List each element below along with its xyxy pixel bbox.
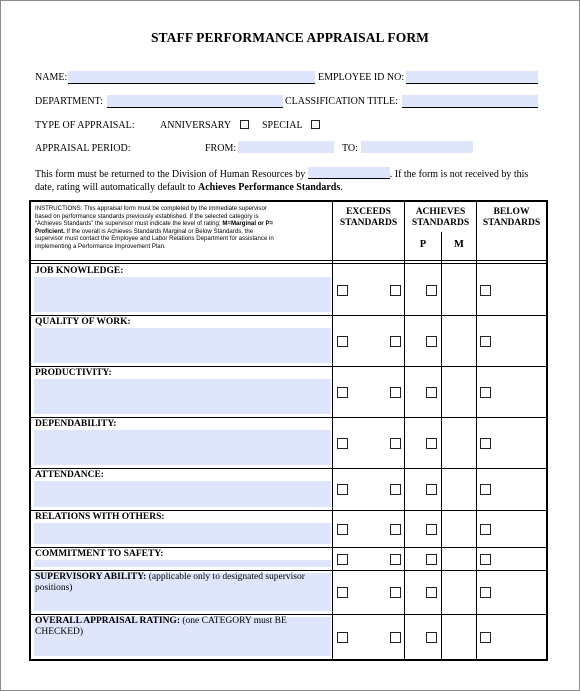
department-label: DEPARTMENT:: [35, 96, 103, 107]
instructions-text: “Achieves Standards” the supervisor must indicate the level of rating:: [35, 220, 221, 228]
exceeds-checkbox[interactable]: [337, 524, 348, 535]
achieves-m-checkbox[interactable]: [426, 438, 437, 449]
anniversary-label: ANNIVERSARY: [160, 120, 232, 131]
below-checkbox[interactable]: [480, 336, 491, 347]
row-comment-field[interactable]: [34, 328, 331, 363]
row-separator: [31, 468, 546, 469]
row-comment-field[interactable]: [34, 523, 331, 544]
anniversary-checkbox[interactable]: [240, 120, 249, 129]
department-field[interactable]: [107, 95, 283, 108]
achieves-p-checkbox[interactable]: [390, 438, 401, 449]
achieves-p-checkbox[interactable]: [390, 285, 401, 296]
employee-id-field[interactable]: [406, 71, 538, 84]
achieves-m-checkbox[interactable]: [426, 285, 437, 296]
notice-text-4: .: [340, 181, 343, 193]
return-notice: [35, 167, 535, 194]
achieves-p-checkbox[interactable]: [390, 587, 401, 598]
from-label: FROM:: [205, 143, 237, 154]
exceeds-checkbox[interactable]: [337, 285, 348, 296]
achieves-p-checkbox[interactable]: [390, 632, 401, 643]
row-label-text: QUALITY OF WORK:: [35, 317, 131, 327]
row-label-text: JOB KNOWLEDGE:: [35, 266, 124, 276]
special-label: SPECIAL: [262, 120, 303, 131]
type-label: TYPE OF APPRAISAL:: [35, 120, 135, 131]
divider: [441, 232, 442, 659]
row-comment-field[interactable]: [34, 430, 331, 465]
instructions-line: [35, 228, 331, 236]
row-label-note: (applicable only to designated supervisor: [146, 572, 305, 582]
row-separator: [31, 570, 546, 571]
row-label: [35, 368, 112, 379]
header-rule: [31, 263, 546, 264]
below-checkbox[interactable]: [480, 285, 491, 296]
row-separator: [31, 417, 546, 418]
col-achieves-line2: STANDARDS: [411, 218, 470, 228]
notice-default-rating: Achieves Performance Standards: [198, 181, 341, 193]
to-label: TO:: [342, 143, 358, 154]
row-separator: [31, 547, 546, 548]
row-label: [35, 266, 123, 277]
col-exceeds-line1: EXCEEDS: [346, 207, 391, 217]
row-separator: [31, 366, 546, 367]
col-achieves-header: [405, 207, 476, 229]
instructions-line: [35, 220, 331, 228]
form-title: STAFF PERFORMANCE APPRAISAL FORM: [150, 30, 430, 45]
row-comment-field[interactable]: [34, 560, 331, 567]
row-comment-field[interactable]: [34, 277, 331, 312]
achieves-p-checkbox[interactable]: [390, 524, 401, 535]
period-label: APPRAISAL PERIOD:: [35, 143, 131, 154]
instructions-line: INSTRUCTIONS: This appraisal form must be completed by the immediate supervisor: [35, 205, 267, 212]
notice-text-3: date, rating will automatically default to: [35, 181, 196, 193]
instructions-rating-legend: M=Marginal or P=: [222, 220, 274, 228]
return-date-field[interactable]: [308, 167, 390, 179]
achieves-m-checkbox[interactable]: [426, 554, 437, 565]
achieves-m-checkbox[interactable]: [426, 632, 437, 643]
from-field[interactable]: [238, 141, 334, 153]
achieves-m-checkbox[interactable]: [426, 484, 437, 495]
row-label-text: DEPENDABILITY:: [35, 419, 117, 429]
col-achieves-line1: ACHIEVES: [415, 207, 466, 217]
row-label-text: COMMITMENT TO SAFETY:: [35, 549, 164, 559]
row-separator: [31, 510, 546, 511]
row-label: [35, 470, 104, 481]
exceeds-checkbox[interactable]: [337, 387, 348, 398]
exceeds-checkbox[interactable]: [337, 554, 348, 565]
row-label-text: RELATIONS WITH OTHERS:: [35, 512, 165, 522]
exceeds-checkbox[interactable]: [337, 438, 348, 449]
achieves-m-checkbox[interactable]: [426, 336, 437, 347]
exceeds-checkbox[interactable]: [337, 587, 348, 598]
row-label-note: positions): [35, 583, 73, 593]
achieves-m-checkbox[interactable]: [426, 524, 437, 535]
row-label-text: PRODUCTIVITY:: [35, 368, 112, 378]
col-exceeds-line2: STANDARDS: [339, 218, 398, 228]
name-label: NAME:: [35, 72, 68, 83]
instructions-line: supervisor must contact the Employee and Labor Relations Department for assistance in: [35, 235, 274, 243]
below-checkbox[interactable]: [480, 632, 491, 643]
achieves-p-checkbox[interactable]: [390, 336, 401, 347]
row-separator: [31, 315, 546, 316]
employee-id-label: EMPLOYEE ID NO:: [318, 72, 405, 83]
row-label-note: (one CATEGORY must BE: [180, 616, 287, 626]
exceeds-checkbox[interactable]: [337, 484, 348, 495]
below-checkbox[interactable]: [480, 554, 491, 565]
row-label: [35, 616, 287, 638]
instructions-text: If the overall is Achieves Standards Marginal or Below Standards, the: [66, 227, 254, 235]
classification-field[interactable]: [402, 95, 538, 108]
special-checkbox[interactable]: [311, 120, 320, 129]
row-label: [35, 317, 131, 328]
row-label-text: OVERALL APPRAISAL RATING:: [35, 616, 180, 626]
row-label-text: SUPERVISORY ABILITY:: [35, 572, 147, 582]
row-comment-field[interactable]: [34, 379, 331, 414]
achieves-p-checkbox[interactable]: [390, 387, 401, 398]
instructions: [35, 205, 331, 251]
classification-label: CLASSIFICATION TITLE:: [285, 96, 398, 107]
col-below-header: [477, 207, 546, 229]
divider: [476, 202, 477, 659]
instructions-line: implementing a Performance Improvement Plan.: [35, 242, 166, 250]
exceeds-checkbox[interactable]: [337, 632, 348, 643]
notice-text-2: . If the form is not received by this: [389, 169, 529, 180]
below-checkbox[interactable]: [480, 438, 491, 449]
row-comment-field[interactable]: [34, 481, 331, 507]
row-label: [35, 512, 165, 523]
exceeds-checkbox[interactable]: [337, 336, 348, 347]
achieves-p-checkbox[interactable]: [390, 484, 401, 495]
row-label: [35, 549, 163, 560]
below-checkbox[interactable]: [480, 587, 491, 598]
appraisal-table: [29, 200, 548, 661]
row-label-note: CHECKED): [35, 627, 84, 637]
instructions-line: based on performance standards previously established. If the selected category is: [35, 212, 259, 220]
row-separator: [31, 614, 546, 615]
instructions-rating-legend: Proficient.: [35, 227, 65, 235]
row-label: [35, 419, 116, 430]
below-checkbox[interactable]: [480, 484, 491, 495]
achieves-m-checkbox[interactable]: [426, 387, 437, 398]
notice-text-1: This form must be returned to the Division of Human Resources by: [35, 169, 306, 180]
below-checkbox[interactable]: [480, 387, 491, 398]
col-exceeds-header: [333, 207, 404, 229]
achieves-m-checkbox[interactable]: [426, 587, 437, 598]
divider: [332, 202, 333, 659]
achieves-p-checkbox[interactable]: [390, 554, 401, 565]
row-label: [35, 572, 305, 594]
below-checkbox[interactable]: [480, 524, 491, 535]
col-m-header: M: [454, 239, 464, 250]
col-below-line2: STANDARDS: [482, 218, 541, 228]
row-label-text: ATTENDANCE:: [35, 470, 104, 480]
name-field[interactable]: [68, 71, 315, 84]
divider: [404, 202, 405, 659]
to-field[interactable]: [361, 141, 473, 153]
col-p-header: P: [419, 239, 427, 250]
col-below-line1: BELOW: [493, 207, 530, 217]
header-rule: [31, 260, 546, 261]
